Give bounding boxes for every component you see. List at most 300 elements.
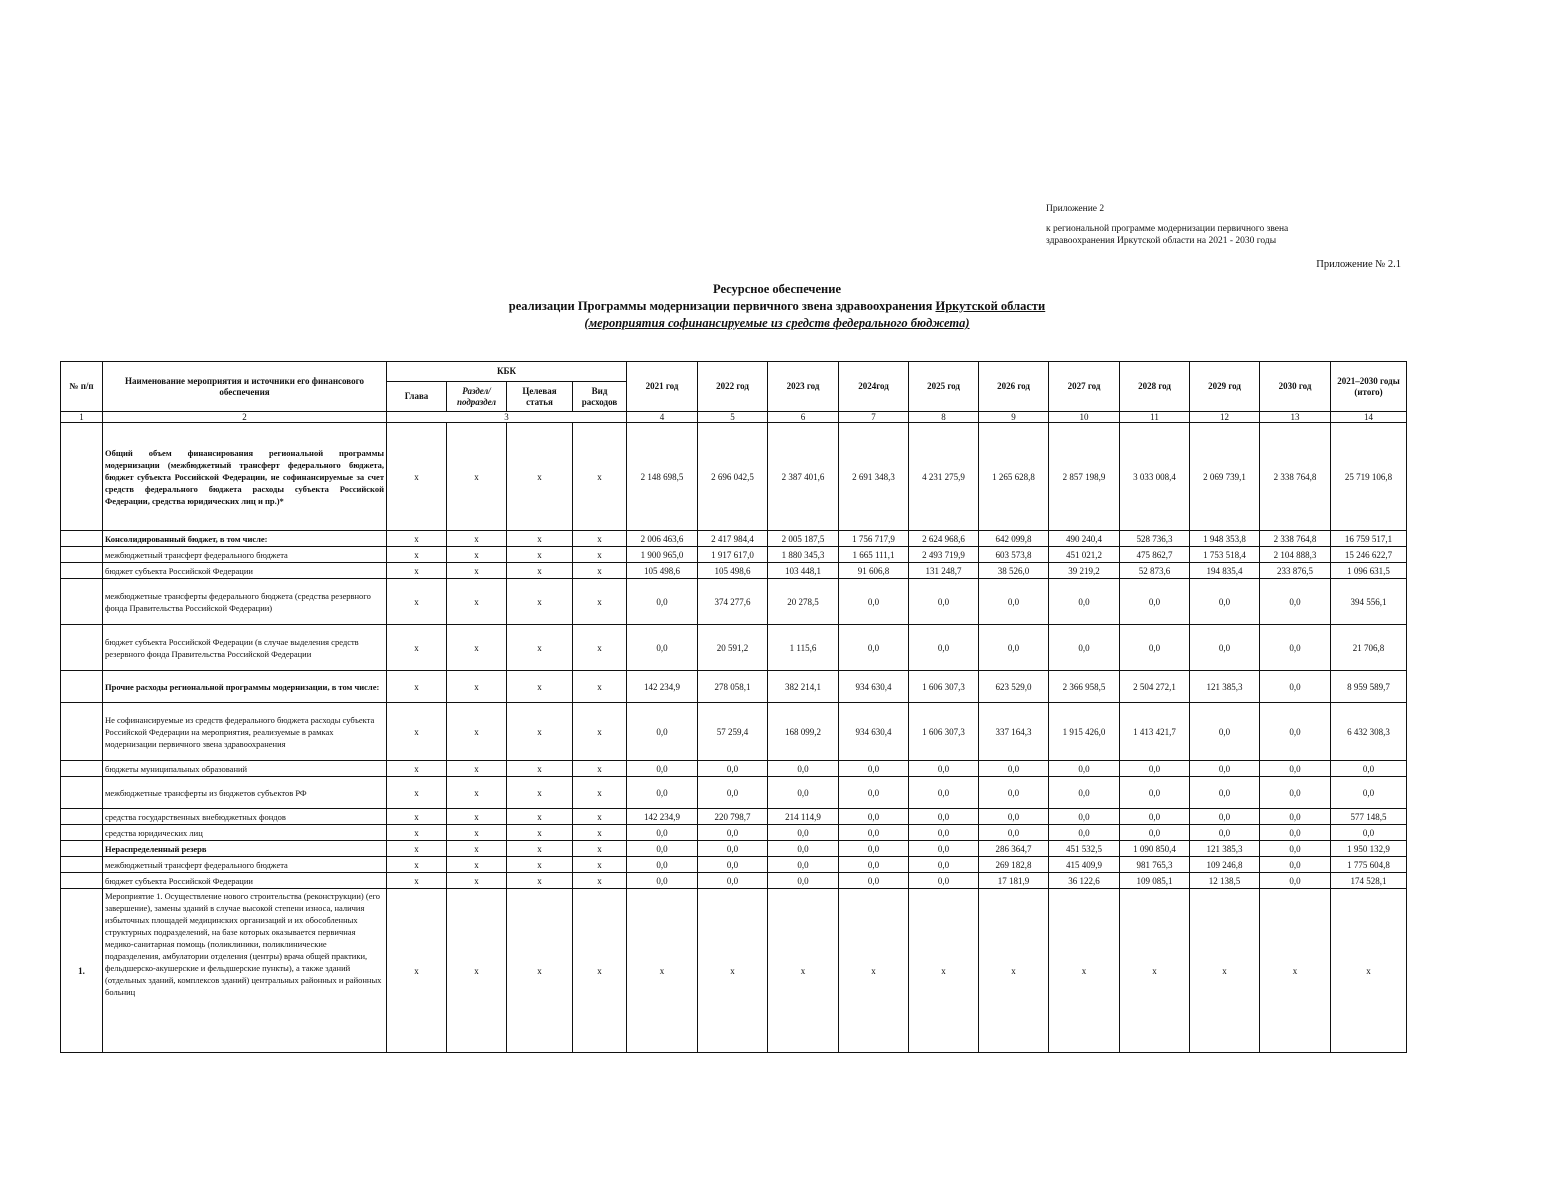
kbk-cell: x [447,777,507,809]
row-name: Нераспределенный резерв [103,841,387,857]
kbk-cell: x [507,809,573,825]
value-cell: 3 033 008,4 [1120,423,1190,531]
value-cell: 0,0 [1260,703,1331,761]
header-total: 2021–2030 годы (итого) [1331,362,1407,412]
doc-title-prefix: реализации Программы модернизации первичного звена здравоохранения [508,299,936,313]
kbk-cell: x [387,531,447,547]
kbk-cell: x [387,579,447,625]
doc-subtitle: (мероприятия софинансируемые из средств федерального бюджета) [584,316,970,330]
value-cell: 233 876,5 [1260,563,1331,579]
value-cell: 0,0 [839,857,909,873]
kbk-cell: x [573,825,627,841]
kbk-cell: x [507,873,573,889]
value-cell: 934 630,4 [839,703,909,761]
kbk-cell: x [573,873,627,889]
value-cell: 0,0 [1260,761,1331,777]
total-cell: 25 719 106,8 [1331,423,1407,531]
row-name: межбюджетный трансферт федерального бюджета [103,547,387,563]
total-cell: 1 096 631,5 [1331,563,1407,579]
column-number: 4 [627,412,698,423]
row-name: бюджеты муниципальных образований [103,761,387,777]
header-year: 2022 год [698,362,768,412]
kbk-cell: x [573,423,627,531]
value-cell: 2 696 042,5 [698,423,768,531]
value-cell: 1 880 345,3 [768,547,839,563]
value-cell: 2 624 968,6 [909,531,979,547]
kbk-cell: x [447,809,507,825]
row-number [61,547,103,563]
kbk-cell: x [447,889,507,1053]
row-name: средства юридических лиц [103,825,387,841]
kbk-cell: x [507,671,573,703]
total-cell: 6 432 308,3 [1331,703,1407,761]
column-number: 3 [387,412,627,423]
value-cell: 0,0 [1120,579,1190,625]
kbk-cell: x [507,579,573,625]
kbk-cell: x [507,889,573,1053]
row-number [61,625,103,671]
value-cell: 121 385,3 [1190,671,1260,703]
total-cell: 1 950 132,9 [1331,841,1407,857]
row-number [61,579,103,625]
value-cell: 1 606 307,3 [909,671,979,703]
value-cell: 0,0 [839,841,909,857]
value-cell: 0,0 [768,777,839,809]
kbk-cell: x [507,761,573,777]
value-cell: 0,0 [627,825,698,841]
value-cell: 121 385,3 [1190,841,1260,857]
kbk-cell: x [447,579,507,625]
row-number [61,531,103,547]
value-cell: 91 606,8 [839,563,909,579]
value-cell: 2 104 888,3 [1260,547,1331,563]
value-cell: 20 591,2 [698,625,768,671]
value-cell: 0,0 [1190,825,1260,841]
kbk-cell: x [573,809,627,825]
row-number [61,777,103,809]
value-cell: 0,0 [698,873,768,889]
table-row [61,579,1407,625]
column-number: 14 [1331,412,1407,423]
value-cell: 0,0 [1120,825,1190,841]
value-cell: 105 498,6 [698,563,768,579]
value-cell: 0,0 [768,761,839,777]
row-name: межбюджетный трансферт федерального бюджета [103,857,387,873]
value-cell: x [1120,889,1190,1053]
value-cell: 0,0 [1260,671,1331,703]
value-cell: 1 948 353,8 [1190,531,1260,547]
value-cell: 0,0 [1190,703,1260,761]
kbk-cell: x [387,547,447,563]
kbk-cell: x [573,625,627,671]
kbk-cell: x [387,563,447,579]
table-row [61,531,1407,547]
header-year: 2026 год [979,362,1049,412]
value-cell: 934 630,4 [839,671,909,703]
kbk-cell: x [387,703,447,761]
table-row [61,671,1407,703]
header-razdel: Раздел/ подраздел [447,382,507,412]
row-number [61,563,103,579]
value-cell: 0,0 [627,841,698,857]
column-number: 12 [1190,412,1260,423]
value-cell: 0,0 [839,873,909,889]
value-cell: 0,0 [1260,777,1331,809]
value-cell: 0,0 [1049,579,1120,625]
value-cell: 0,0 [1260,579,1331,625]
row-name: Не софинансируемые из средств федерального бюджета расходы субъекта Российской Федерации на мероприятия, реализуемые в рамках модернизации первичного звена здравоохранения [103,703,387,761]
value-cell: 0,0 [698,761,768,777]
header-year: 2023 год [768,362,839,412]
kbk-cell: x [387,809,447,825]
appendix-label: Приложение 2 [1046,204,1105,214]
kbk-cell: x [387,625,447,671]
column-number: 10 [1049,412,1120,423]
column-number: 6 [768,412,839,423]
column-numbers-row [61,412,1407,423]
value-cell: 382 214,1 [768,671,839,703]
kbk-cell: x [447,423,507,531]
kbk-cell: x [387,423,447,531]
kbk-cell: x [447,625,507,671]
value-cell: 0,0 [1190,761,1260,777]
value-cell: 2 857 198,9 [1049,423,1120,531]
table-row [61,777,1407,809]
row-name: межбюджетные трансферты из бюджетов субъектов РФ [103,777,387,809]
kbk-cell: x [573,579,627,625]
value-cell: 17 181,9 [979,873,1049,889]
kbk-cell: x [507,857,573,873]
row-number [61,423,103,531]
column-number: 8 [909,412,979,423]
value-cell: 490 240,4 [1049,531,1120,547]
header-year: 2024год [839,362,909,412]
total-cell: 16 759 517,1 [1331,531,1407,547]
header-name: Наименование мероприятия и источники его финансового обеспечения [103,362,387,412]
kbk-cell: x [507,563,573,579]
value-cell: 0,0 [909,625,979,671]
value-cell: 0,0 [768,857,839,873]
row-number [61,841,103,857]
value-cell: 2 387 401,6 [768,423,839,531]
value-cell: 2 691 348,3 [839,423,909,531]
row-number [61,873,103,889]
doc-title-line2 [0,299,1554,314]
header-num: № п/п [61,362,103,412]
value-cell: 1 265 628,8 [979,423,1049,531]
value-cell: 20 278,5 [768,579,839,625]
row-name: Консолидированный бюджет, в том числе: [103,531,387,547]
row-name: межбюджетные трансферты федерального бюджета (средства резервного фонда Правительства Российской Федерации) [103,579,387,625]
header-year: 2030 год [1260,362,1331,412]
kbk-cell: x [387,889,447,1053]
table-row [61,825,1407,841]
value-cell: 2 338 764,8 [1260,531,1331,547]
kbk-cell: x [447,873,507,889]
kbk-cell: x [573,777,627,809]
doc-title-region: Иркутской области [935,299,1046,313]
table-row [61,423,1407,531]
value-cell: 168 099,2 [768,703,839,761]
value-cell: 103 448,1 [768,563,839,579]
value-cell: 4 231 275,9 [909,423,979,531]
total-cell: 0,0 [1331,777,1407,809]
kbk-cell: x [507,703,573,761]
value-cell: 142 234,9 [627,809,698,825]
table-row [61,625,1407,671]
row-name: бюджет субъекта Российской Федерации (в случае выделения средств резервного фонда Правительства Российской Федерации [103,625,387,671]
appendix-text-line1: к региональной программе модернизации первичного звена [1046,224,1289,234]
value-cell: x [1260,889,1331,1053]
value-cell: 0,0 [627,857,698,873]
kbk-cell: x [573,563,627,579]
value-cell: 0,0 [979,761,1049,777]
value-cell: 0,0 [1260,625,1331,671]
value-cell: 0,0 [627,579,698,625]
value-cell: 0,0 [1120,625,1190,671]
value-cell: 1 756 717,9 [839,531,909,547]
value-cell: 1 665 111,1 [839,547,909,563]
value-cell: 0,0 [1190,809,1260,825]
kbk-cell: x [507,825,573,841]
value-cell: 1 900 965,0 [627,547,698,563]
kbk-cell: x [447,671,507,703]
value-cell: 0,0 [979,825,1049,841]
value-cell: x [698,889,768,1053]
kbk-cell: x [573,857,627,873]
column-number: 9 [979,412,1049,423]
kbk-cell: x [573,841,627,857]
value-cell: 52 873,6 [1120,563,1190,579]
row-number [61,671,103,703]
total-cell: 8 959 589,7 [1331,671,1407,703]
row-name: бюджет субъекта Российской Федерации [103,873,387,889]
value-cell: 2 069 739,1 [1190,423,1260,531]
kbk-cell: x [507,423,573,531]
table-row [61,761,1407,777]
value-cell: 0,0 [1049,825,1120,841]
total-cell: 1 775 604,8 [1331,857,1407,873]
value-cell: x [909,889,979,1053]
value-cell: 0,0 [1260,873,1331,889]
value-cell: 278 058,1 [698,671,768,703]
value-cell: 642 099,8 [979,531,1049,547]
kbk-cell: x [447,703,507,761]
value-cell: 2 148 698,5 [627,423,698,531]
header-year: 2028 год [1120,362,1190,412]
kbk-cell: x [507,777,573,809]
value-cell: 0,0 [909,777,979,809]
value-cell: 0,0 [768,825,839,841]
table-row [61,809,1407,825]
value-cell: x [1049,889,1120,1053]
value-cell: 39 219,2 [1049,563,1120,579]
value-cell: 131 248,7 [909,563,979,579]
header-statya: Целевая статья [507,382,573,412]
doc-title-line1: Ресурсное обеспечение [712,282,841,296]
value-cell: 2 338 764,8 [1260,423,1331,531]
value-cell: 1 915 426,0 [1049,703,1120,761]
kbk-cell: x [573,671,627,703]
value-cell: 0,0 [1260,809,1331,825]
value-cell: 0,0 [979,625,1049,671]
value-cell: 0,0 [909,873,979,889]
kbk-cell: x [447,825,507,841]
value-cell: 0,0 [839,625,909,671]
header-year: 2025 год [909,362,979,412]
table-row [61,563,1407,579]
value-cell: 528 736,3 [1120,531,1190,547]
value-cell: 623 529,0 [979,671,1049,703]
kbk-cell: x [387,873,447,889]
row-number [61,703,103,761]
value-cell: 0,0 [839,809,909,825]
value-cell: 475 862,7 [1120,547,1190,563]
kbk-cell: x [507,841,573,857]
row-number: 1. [61,889,103,1053]
value-cell: 1 090 850,4 [1120,841,1190,857]
column-number: 2 [103,412,387,423]
value-cell: 0,0 [1260,825,1331,841]
kbk-cell: x [447,531,507,547]
value-cell: x [979,889,1049,1053]
value-cell: 0,0 [909,579,979,625]
value-cell: 0,0 [698,841,768,857]
value-cell: x [839,889,909,1053]
value-cell: 1 753 518,4 [1190,547,1260,563]
header-year: 2029 год [1190,362,1260,412]
header-vid: Вид расходов [573,382,627,412]
header-glava: Глава [387,382,447,412]
table-row [61,873,1407,889]
value-cell: 0,0 [1190,579,1260,625]
resource-table [60,361,1407,1053]
column-number: 7 [839,412,909,423]
value-cell: x [768,889,839,1053]
value-cell: 57 259,4 [698,703,768,761]
row-number [61,809,103,825]
total-cell: 577 148,5 [1331,809,1407,825]
column-number: 11 [1120,412,1190,423]
value-cell: x [627,889,698,1053]
row-name: средства государственных внебюджетных фондов [103,809,387,825]
value-cell: 2 005 187,5 [768,531,839,547]
value-cell: 603 573,8 [979,547,1049,563]
value-cell: 981 765,3 [1120,857,1190,873]
kbk-cell: x [507,547,573,563]
value-cell: 286 364,7 [979,841,1049,857]
kbk-cell: x [573,531,627,547]
value-cell: 2 366 958,5 [1049,671,1120,703]
value-cell: 0,0 [979,579,1049,625]
column-number: 1 [61,412,103,423]
row-number [61,761,103,777]
value-cell: 0,0 [1120,809,1190,825]
value-cell: 0,0 [1049,777,1120,809]
value-cell: 0,0 [627,777,698,809]
kbk-cell: x [573,889,627,1053]
kbk-cell: x [387,671,447,703]
value-cell: 0,0 [768,873,839,889]
value-cell: 451 532,5 [1049,841,1120,857]
value-cell: 374 277,6 [698,579,768,625]
value-cell: 0,0 [1260,857,1331,873]
value-cell: 0,0 [909,761,979,777]
value-cell: 38 526,0 [979,563,1049,579]
value-cell: 0,0 [627,625,698,671]
total-cell: 394 556,1 [1331,579,1407,625]
header-year: 2021 год [627,362,698,412]
value-cell: 415 409,9 [1049,857,1120,873]
value-cell: 0,0 [1190,625,1260,671]
value-cell: 0,0 [909,841,979,857]
table-row [61,547,1407,563]
header-kbk: КБК [387,362,627,382]
value-cell: 36 122,6 [1049,873,1120,889]
value-cell: 0,0 [627,703,698,761]
column-number: 5 [698,412,768,423]
value-cell: 2 504 272,1 [1120,671,1190,703]
kbk-cell: x [387,857,447,873]
total-cell: 0,0 [1331,825,1407,841]
kbk-cell: x [507,625,573,671]
column-number: 13 [1260,412,1331,423]
value-cell: 109 246,8 [1190,857,1260,873]
kbk-cell: x [573,761,627,777]
value-cell: 0,0 [1120,777,1190,809]
kbk-cell: x [447,547,507,563]
table-row [61,703,1407,761]
value-cell: 0,0 [979,777,1049,809]
appendix-number: Приложение № 2.1 [1316,259,1401,270]
row-number [61,825,103,841]
value-cell: 0,0 [698,857,768,873]
kbk-cell: x [573,703,627,761]
table-row [61,857,1407,873]
value-cell: 0,0 [1049,625,1120,671]
value-cell: 1 115,6 [768,625,839,671]
total-cell: x [1331,889,1407,1053]
value-cell: 0,0 [839,761,909,777]
header-year: 2027 год [1049,362,1120,412]
kbk-cell: x [387,825,447,841]
value-cell: 0,0 [1120,761,1190,777]
kbk-cell: x [387,777,447,809]
total-cell: 21 706,8 [1331,625,1407,671]
value-cell: 0,0 [627,761,698,777]
kbk-cell: x [573,547,627,563]
value-cell: x [1190,889,1260,1053]
row-number [61,857,103,873]
value-cell: 2 417 984,4 [698,531,768,547]
appendix-text-line2: здравоохранения Иркутской области на 2021 - 2030 годы [1046,236,1277,246]
value-cell: 1 606 307,3 [909,703,979,761]
value-cell: 142 234,9 [627,671,698,703]
value-cell: 1 413 421,7 [1120,703,1190,761]
value-cell: 0,0 [1049,809,1120,825]
kbk-cell: x [387,841,447,857]
row-name: бюджет субъекта Российской Федерации [103,563,387,579]
value-cell: 1 917 617,0 [698,547,768,563]
value-cell: 0,0 [768,841,839,857]
value-cell: 0,0 [698,825,768,841]
value-cell: 0,0 [909,809,979,825]
total-cell: 174 528,1 [1331,873,1407,889]
kbk-cell: x [507,531,573,547]
value-cell: 0,0 [1049,761,1120,777]
kbk-cell: x [447,857,507,873]
kbk-cell: x [447,761,507,777]
